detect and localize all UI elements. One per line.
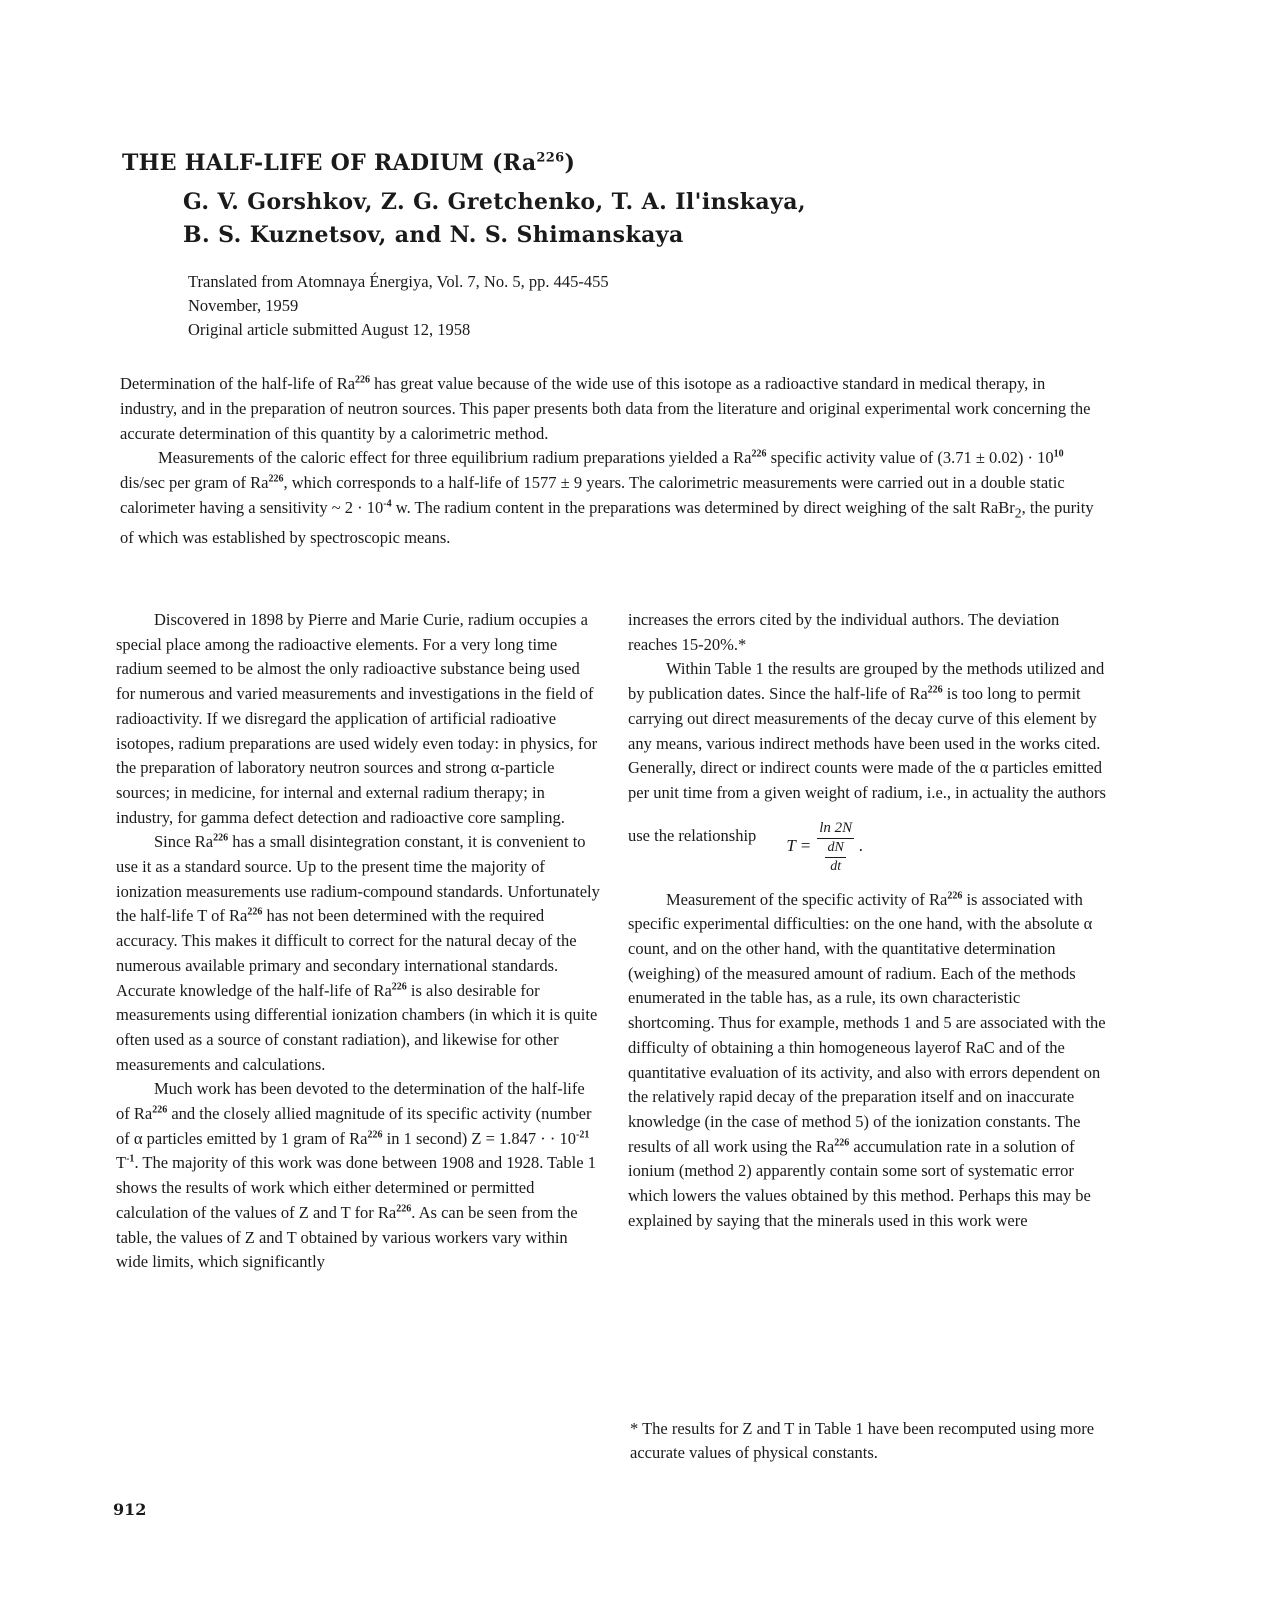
right-column [628,608,1110,1233]
publication-info [188,270,609,342]
left-column [116,608,601,1275]
submission-date: Original article submitted August 12, 1958 [188,320,471,339]
body-paragraph: Within Table 1 the results are grouped by the methods utilized and by publication dates. Since the half-life of Ra$^{226}$ is too long to permit carrying out direct measurements of the decay curve of this element by any means, various indirect methods have been used in the works cited. Generally, direct or indirect counts were made of the α particles emitted per unit time from a given weight of radium, i.e., in actuality the authors [628,659,1106,802]
title-superscript: 226 [536,150,565,166]
footnote: * The results for Z and T in Table 1 have been recomputed using more accurate values of physical constants. [630,1419,1095,1462]
abstract-paragraph-1: Determination of the half-life of Ra$^{226}$ has great value because of the wide use of this isotope as a radioactive standard in medical therapy, in industry, and in the preparation of neutron sources. This paper presents both data from the literature and original experimental work concerning the accurate determination of this quantity by a calorimetric method. [120,374,1091,443]
half-life-formula: T = ln 2N dN dt . [786,819,864,874]
body-paragraph: Much work has been devoted to the determination of the half-life of Ra$^{226}$ and the closely allied magnitude of its specific activity (number of α particles emitted by 1 gram of Ra$^{226}$ in 1 second) Z = 1.847 · · $10^{-21}$ $T^{-1}$. The majority of this work was done between 1908 and 1928. Table 1 shows the results of work which either determined or permitted calculation of the values of Z and T for Ra$^{226}$. As can be seen from the table, the values of Z and T obtained by various workers vary within wide limits, which significantly [116,1079,596,1272]
body-paragraph: Since Ra$^{226}$ has a small disintegration constant, it is convenient to use it as a standard source. Up to the present time the majority of ionization measurements use radium-compound standards. Unfortunately the half-life T of Ra$^{226}$ has not been determined with the required accuracy. This makes it difficult to correct for the natural decay of the numerous available primary and secondary international standards. Accurate knowledge of the half-life of Ra$^{226}$ is also desirable for measurements using differential ionization chambers (in which it is quite often used as a source of constant radiation), and likewise for other measurements and calculations. [116,832,600,1074]
body-paragraph: Measurement of the specific activity of Ra$^{226}$ is associated with specific experimental difficulties: on the one hand, with the absolute α count, and on the other hand, with the quantitative determination (weighing) of the measured amount of radium. Each of the methods enumerated in the table has, as a rule, its own characteristic shortcoming. Thus for example, methods 1 and 5 are associated with the difficulty of obtaining a thin homogeneous layerof RaC and of the quantitative evaluation of its activity, and also with errors dependent on the relatively rapid decay of the preparation itself and on inaccurate knowledge (in the case of method 5) of the ionization constants. The results of all work using the Ra$^{226}$ accumulation rate in a solution of ionium (method 2) apparently contain some sort of systematic error which lowers the values obtained by this method. Perhaps this may be explained by saying that the minerals used in this work were [628,889,1106,1230]
body-paragraph: increases the errors cited by the individual authors. The deviation reaches 15-20%.* [628,610,1060,654]
authors-line-2: B. S. Kuznetsov, and N. S. Shimanskaya [183,222,684,248]
abstract [120,372,1095,551]
authors-line-1: G. V. Gorshkov, Z. G. Gretchenko, T. A. Il'inskaya, [183,189,806,215]
publication-date: November, 1959 [188,296,299,315]
body-paragraph: Discovered in 1898 by Pierre and Marie Curie, radium occupies a special place among the radioactive elements. For a very long time radium seemed to be almost the only radioactive substance being used for numerous and varied measurements and investigations in the field of radioactivity. If we disregard the application of artificial radioative isotopes, radium preparations are used widely even today: in physics, for the preparation of laboratory neutron sources and strong α-particle sources; in medicine, for internal and external radium therapy; in industry, for gamma defect detection and radioactive core sampling. [116,610,598,827]
formula-label: use the relationship [628,825,757,845]
abstract-paragraph-2: Measurements of the caloric effect for three equilibrium radium preparations yielded a Ra$^{226}$ specific activity value of $(3.71 \pm 0.02) \cdot 10^{10}$ dis/sec per gram of Ra$^{226}$, which corresponds to a half-life of 1577 ± 9 years. The calorimetric measurements were carried out in a double static calorimeter having a sensitivity ~ $2 \cdot 10^{-4}$ w. The radium content in the preparations was determined by direct weighing of the salt RaBr$_2$, the purity of which was established by spectroscopic means. [120,448,1094,548]
formula-line [628,818,1110,876]
translation-source: Translated from Atomnaya Énergiya, Vol. 7, No. 5, pp. 445-455 [188,272,609,291]
page-number: 912 [113,1500,147,1519]
author-list [183,186,806,252]
formula-fraction: ln 2N dN dt [819,819,853,874]
paper-title: THE HALF-LIFE OF RADIUM (Ra$^{226}$) [122,150,576,176]
